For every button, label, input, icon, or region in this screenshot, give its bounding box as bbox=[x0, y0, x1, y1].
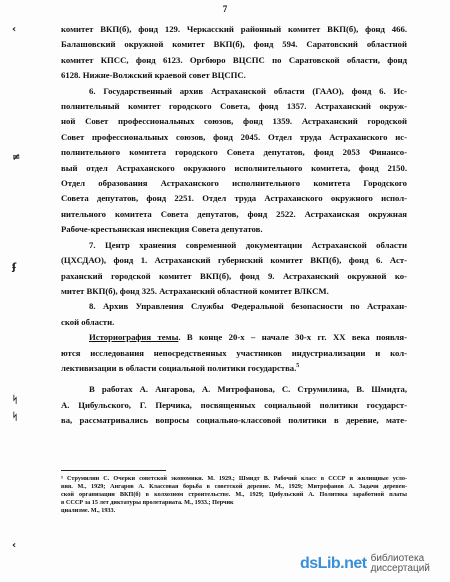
text-line: (ЦХСДАО), фонд 1. Астраханский губернский комитет ВКП(б), фонд 6. Аст- bbox=[61, 255, 407, 266]
footnote-reference: 5 bbox=[296, 363, 300, 370]
text-line: комитет ВКП(б), фонд 129. Черкасский районный комитет ВКП(б), фонд 466. bbox=[61, 24, 407, 34]
historiography-text: лективизации в области социальной политики государства. bbox=[61, 362, 297, 373]
page-number: 7 bbox=[222, 4, 228, 14]
text-line: ва, рассматривались вопросы социально-классовой политики в деревне, мате- bbox=[61, 415, 407, 426]
historiography-line: ются исследования непосредственных участников индустриализации и кол- bbox=[61, 347, 407, 358]
footnote-line: ской организации ВКП(б) в колхозном строительстве. М., 1929; Цибульский А. Политика заработной платы bbox=[61, 491, 407, 498]
margin-pen-mark: ≠ bbox=[12, 152, 21, 163]
text-line: 7. Центр хранения современной документации Астраханской области bbox=[89, 239, 407, 250]
text-line: 6128. Нижне-Волжский краевой совет ВЦСПС. bbox=[61, 70, 246, 81]
historiography-heading: Историография темы bbox=[89, 332, 179, 343]
text-line: Совет профессиональных союзов, фонд 2045. Отдел труда Астраханского ис- bbox=[61, 131, 407, 142]
text-line: раханский городской комитет ВКП(б), фонд 9. Астраханский окружной ко- bbox=[61, 270, 407, 281]
text-line: ской области. bbox=[61, 316, 115, 327]
dslib-watermark bbox=[300, 554, 440, 574]
text-line: ной Совет профессиональных союзов, фонд 1359. Астраханский городской bbox=[61, 116, 407, 127]
margin-pen-mark: ᛋ bbox=[12, 395, 18, 406]
margin-pen-mark: ‹ bbox=[12, 540, 17, 551]
text-line: полнительного комитета городского Совета депутатов, фонд 2053 Финансо- bbox=[61, 147, 407, 158]
text-line: нительного комитета Совета депутатов, фонд 2522. Астраханская окружная bbox=[61, 208, 407, 219]
historiography-line bbox=[61, 330, 407, 345]
text-line: полнительный комитет городского Совета, фонд 1357. Астраханский окруж- bbox=[61, 101, 407, 112]
footnote-line: ⁵ Струмилин С. Очерки советской экономики. М. 1929.; Шмидт В. Рабочий класс в СССР и жилищные усло- bbox=[61, 475, 407, 482]
text-line: Рабоче-крестьянская инспекция Совета депутатов. bbox=[61, 224, 263, 235]
text-line: Отдел образования Астраханского исполнительного комитета Городского bbox=[61, 178, 407, 189]
watermark-text: библиотека диссертаций bbox=[370, 553, 430, 574]
text-line: А. Цибульского, Г. Перчика, посвященных социальной политики государст- bbox=[61, 399, 407, 410]
main-text bbox=[61, 22, 407, 429]
text-line: вый отдел Астраханского окружного исполнительного комитета, фонд 2150. bbox=[61, 162, 407, 173]
text-line: Совета депутатов, фонд 2251. Отдел труда Астраханского окружного испол- bbox=[61, 193, 407, 204]
historiography-text: . В конце 20-х – начале 30-х гг. XX века появля- bbox=[178, 332, 407, 343]
footnote-line: в СССР за 15 лет диктатуры пролетариата. М., 1933.; Перчик bbox=[61, 499, 234, 506]
footnotes bbox=[61, 475, 407, 515]
historiography-line bbox=[61, 361, 407, 376]
text-line: 8. Архив Управления Службы Федеральной безопасности по Астрахан- bbox=[89, 301, 407, 312]
text-line: Балашовский окружной комитет ВКП(б), фонд 594. Саратовский областной bbox=[61, 39, 407, 50]
margin-pen-mark: ‹ bbox=[12, 24, 17, 35]
footnote-divider bbox=[61, 470, 166, 471]
text-line: комитет КПСС, фонд 6123. Оргбюро ВЦСПС по Саратовской области, фонд bbox=[61, 54, 407, 65]
text-line: митет ВКП(б), фонд 325. Астраханский областной комитет ВЛКСМ. bbox=[61, 285, 329, 296]
footnote-line: вия. М., 1929; Ангаров А. Классовая борьба в советской деревне. М., 1929; Митрофанов А. Задачи деревен- bbox=[61, 483, 407, 490]
dslib-logo: dsLib.net bbox=[300, 555, 367, 572]
margin-pen-mark: ʄ bbox=[12, 262, 17, 273]
text-line: В работах А. Ангарова, А. Митрофанова, С. Струмилина, В. Шмидта, bbox=[89, 384, 407, 395]
margin-pen-mark: ᛋ bbox=[12, 412, 18, 423]
footnote-line: циализме. М., 1933. bbox=[61, 507, 116, 514]
text-line: 6. Государственный архив Астраханской области (ГААО), фонд 6. Ис- bbox=[89, 85, 407, 96]
